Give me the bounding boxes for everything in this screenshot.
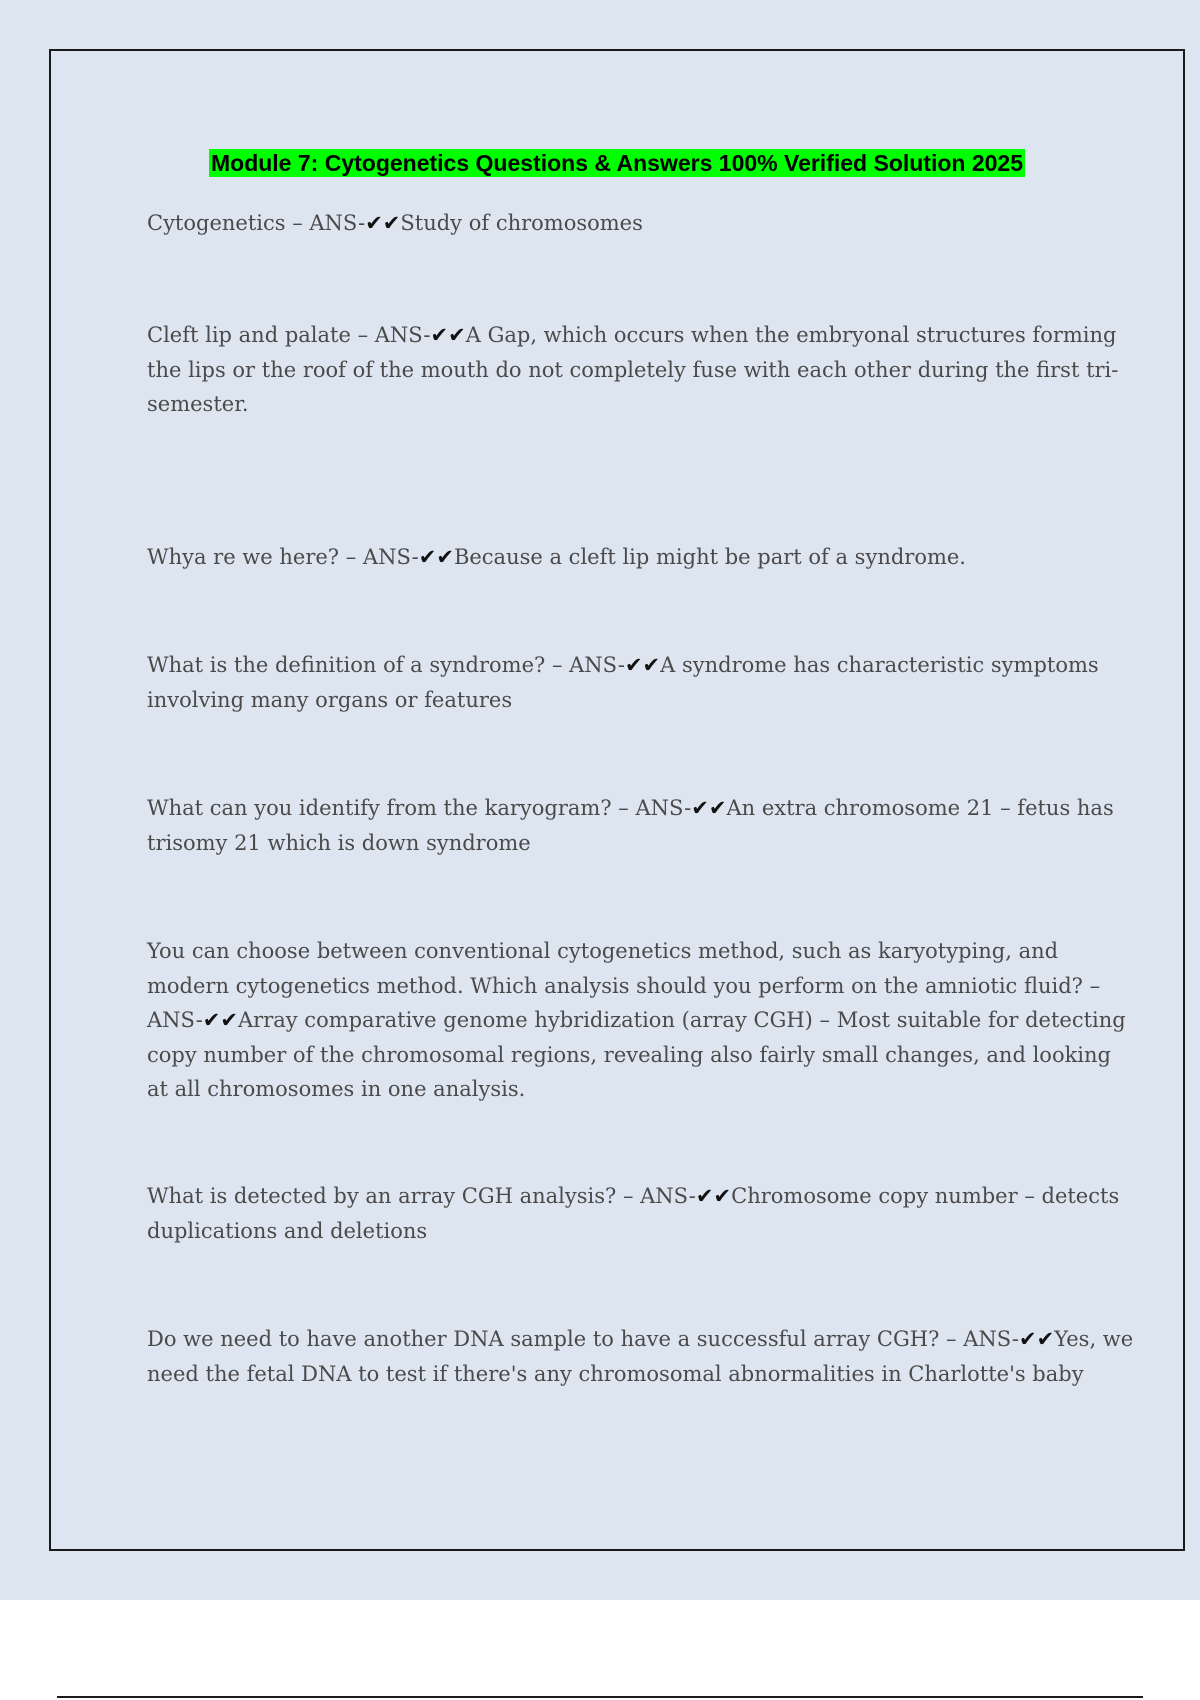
answer-text: Chromosome copy number – detects duplications and deletions [147, 1184, 1120, 1243]
ans-separator: – ANS- [939, 1327, 1020, 1351]
qa-item-7 [147, 1179, 1137, 1248]
ans-separator: – ANS- [616, 1184, 696, 1208]
answer-text: A syndrome has characteristic symptoms involving many organs or features [147, 653, 1099, 712]
ans-separator: – ANS- [339, 545, 419, 569]
footer-divider [57, 1696, 1143, 1698]
double-check-icon: ✔✔ [430, 323, 466, 347]
question-text: Whya re we here? [147, 545, 340, 569]
qa-item-5 [147, 791, 1137, 860]
double-check-icon: ✔✔ [365, 211, 401, 235]
title-container [51, 149, 1183, 177]
question-text: Do we need to have another DNA sample to have a successful array CGH? [147, 1327, 940, 1351]
document-title: Module 7: Cytogenetics Questions & Answers 100% Verified Solution 2025 [210, 150, 1024, 176]
question-text: You can choose between conventional cytogenetics method, such as karyotyping, and modern cytogenetics method. Which analysis should you perform on the amniotic fluid? [147, 939, 1083, 998]
qa-item-1 [147, 206, 1137, 241]
qa-item-4 [147, 648, 1137, 717]
answer-text: A Gap, which occurs when the embryonal structures forming the lips or the roof of the mouth do not completely fuse with each other during the first tri-semester. [147, 323, 1119, 416]
question-text: What can you identify from the karyogram? [147, 796, 612, 820]
answer-text: Yes, we need the fetal DNA to test if there's any chromosomal abnormalities in Charlotte's baby [147, 1327, 1134, 1386]
qa-item-2 [147, 318, 1137, 422]
qa-item-6 [147, 934, 1137, 1107]
ans-separator: – ANS- [545, 653, 625, 677]
double-check-icon: ✔✔ [624, 653, 661, 677]
question-text: Cleft lip and palate [147, 323, 351, 347]
question-text: Cytogenetics [147, 211, 286, 235]
question-text: What is detected by an array CGH analysis? [147, 1184, 617, 1208]
double-check-icon: ✔✔ [1019, 1327, 1055, 1351]
answer-text: Because a cleft lip might be part of a syndrome. [453, 545, 966, 569]
question-text: What is the definition of a syndrome? [147, 653, 546, 677]
double-check-icon: ✔✔ [695, 1184, 732, 1208]
answer-text: Array comparative genome hybridization (array CGH) – Most suitable for detecting copy number of the chromosomal regions, revealing also fairly small changes, and looking at all chromosomes in one analysis. [147, 1008, 1126, 1101]
ans-separator: – ANS- [285, 211, 366, 235]
ans-separator: – ANS- [611, 796, 692, 820]
answer-text: Study of chromosomes [400, 211, 643, 235]
ans-separator: – ANS- [147, 973, 1101, 1032]
double-check-icon: ✔✔ [202, 1008, 238, 1032]
answer-text: An extra chromosome 21 – fetus has trisomy 21 which is down syndrome [147, 796, 1114, 855]
double-check-icon: ✔✔ [418, 545, 454, 569]
qa-item-8 [147, 1322, 1137, 1391]
double-check-icon: ✔✔ [691, 796, 727, 820]
document-frame [49, 49, 1185, 1551]
ans-separator: – ANS- [350, 323, 431, 347]
qa-item-3 [147, 540, 1137, 575]
